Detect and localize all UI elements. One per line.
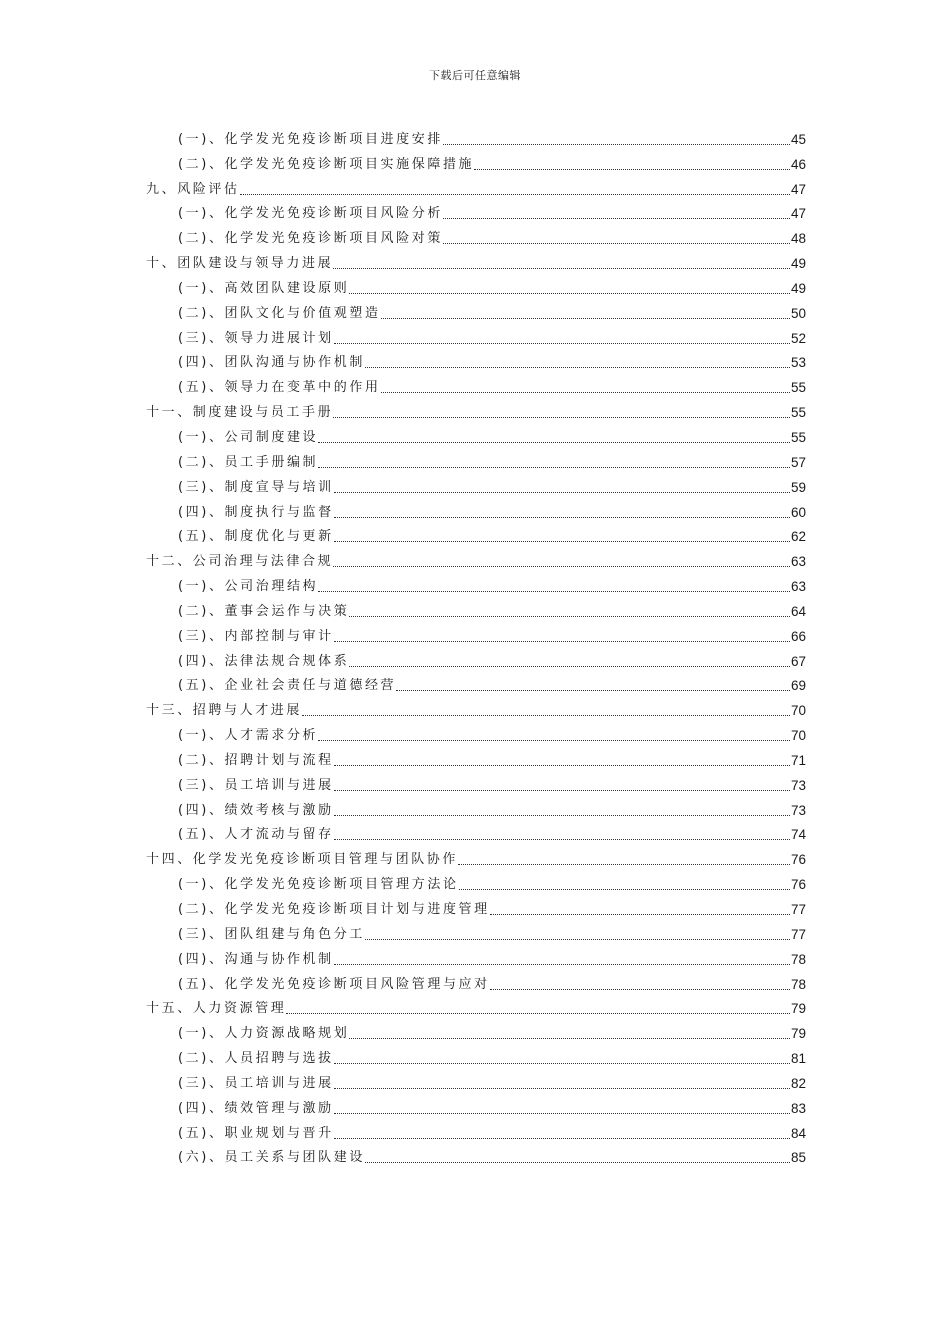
toc-entry-label: (四)、法律法规合规体系	[178, 653, 350, 669]
dot-leader	[458, 864, 790, 865]
dot-leader	[334, 343, 790, 344]
toc-entry-page-number: 78	[790, 976, 806, 992]
dot-leader	[381, 318, 790, 319]
dot-leader	[333, 566, 790, 567]
dot-leader	[334, 641, 790, 642]
toc-entry-page-number: 71	[790, 752, 806, 768]
toc-entry-page-number: 59	[790, 479, 806, 495]
toc-chapter-row[interactable]	[146, 397, 806, 422]
toc-entry-label: (三)、制度宣导与培训	[178, 479, 334, 495]
dot-leader	[443, 144, 790, 145]
toc-section-row[interactable]	[146, 1043, 806, 1068]
dot-leader	[334, 839, 790, 840]
toc-section-row[interactable]	[146, 149, 806, 174]
dot-leader	[334, 541, 790, 542]
toc-entry-page-number: 81	[790, 1051, 806, 1067]
dot-leader	[381, 392, 790, 393]
toc-entry-label: (二)、化学发光免疫诊断项目风险对策	[178, 231, 443, 247]
toc-entry-page-number: 45	[790, 131, 806, 147]
dot-leader	[333, 417, 790, 418]
dot-leader	[349, 616, 790, 617]
toc-entry-label: (二)、化学发光免疫诊断项目计划与进度管理	[178, 902, 490, 917]
toc-section-row[interactable]	[146, 497, 806, 522]
toc-section-row[interactable]	[146, 1093, 806, 1118]
toc-section-row[interactable]	[146, 298, 806, 323]
toc-entry-page-number: 85	[790, 1150, 806, 1166]
toc-entry-label: (五)、化学发光免疫诊断项目风险管理与应对	[178, 976, 490, 992]
toc-entry-label: (五)、领导力在变革中的作用	[178, 380, 381, 396]
toc-chapter-row[interactable]	[146, 994, 806, 1019]
dot-leader	[443, 243, 790, 244]
dot-leader	[334, 815, 790, 816]
toc-section-row[interactable]	[146, 820, 806, 845]
toc-entry-label: (五)、制度优化与更新	[178, 529, 334, 545]
toc-section-row[interactable]	[146, 646, 806, 671]
toc-entry-label: 十三、招聘与人才进展	[146, 703, 303, 719]
toc-entry-page-number: 73	[790, 802, 806, 818]
toc-entry-label: 十、团队建设与领导力进展	[146, 256, 334, 272]
dot-leader	[334, 492, 790, 493]
toc-entry-label: (四)、沟通与协作机制	[178, 951, 334, 967]
toc-section-row[interactable]	[146, 621, 806, 646]
toc-section-row[interactable]	[146, 894, 806, 919]
toc-entry-label: 十四、化学发光免疫诊断项目管理与团队协作	[146, 852, 459, 868]
toc-entry-label: (一)、人力资源战略规划	[178, 1026, 350, 1042]
toc-entry-page-number: 63	[790, 554, 806, 570]
toc-entry-label: (一)、化学发光免疫诊断项目风险分析	[178, 206, 443, 222]
toc-entry-label: (一)、化学发光免疫诊断项目进度安排	[178, 131, 443, 147]
dot-leader	[365, 367, 790, 368]
toc-entry-page-number: 66	[790, 628, 806, 644]
toc-entry-label: (四)、绩效考核与激励	[178, 802, 334, 818]
toc-entry-page-number: 55	[790, 429, 806, 445]
toc-chapter-row[interactable]	[146, 695, 806, 720]
dot-leader	[490, 989, 790, 990]
toc-entry-page-number: 77	[790, 926, 806, 942]
toc-entry-page-number: 83	[790, 1100, 806, 1116]
toc-section-row[interactable]	[146, 124, 806, 149]
toc-section-row[interactable]	[146, 969, 806, 994]
toc-entry-label: (六)、员工关系与团队建设	[178, 1150, 365, 1166]
toc-entry-page-number: 55	[790, 405, 806, 421]
toc-section-row[interactable]	[146, 1143, 806, 1168]
toc-entry-label: (二)、董事会运作与决策	[178, 603, 350, 619]
toc-section-row[interactable]	[146, 323, 806, 348]
dot-leader	[318, 467, 790, 468]
toc-entry-page-number: 62	[790, 529, 806, 545]
toc-entry-page-number: 84	[790, 1125, 806, 1141]
toc-entry-page-number: 77	[790, 902, 806, 917]
toc-section-row[interactable]	[146, 869, 806, 894]
toc-entry-page-number: 47	[790, 181, 806, 197]
dot-leader	[349, 666, 790, 667]
dot-leader	[240, 194, 790, 195]
toc-section-row[interactable]	[146, 1068, 806, 1093]
toc-entry-page-number: 76	[790, 852, 806, 868]
toc-section-row[interactable]	[146, 1118, 806, 1143]
toc-entry-page-number: 49	[790, 256, 806, 272]
dot-leader	[474, 169, 790, 170]
toc-section-row[interactable]	[146, 522, 806, 547]
toc-chapter-row[interactable]	[146, 248, 806, 273]
dot-leader	[349, 293, 790, 294]
toc-entry-label: (三)、领导力进展计划	[178, 330, 334, 346]
toc-section-row[interactable]	[146, 348, 806, 373]
toc-section-row[interactable]	[146, 795, 806, 820]
toc-entry-page-number: 74	[790, 827, 806, 843]
toc-entry-page-number: 46	[790, 156, 806, 172]
toc-entry-label: (二)、人员招聘与选拔	[178, 1051, 334, 1067]
toc-entry-label: (五)、人才流动与留存	[178, 827, 334, 843]
toc-entry-label: (四)、团队沟通与协作机制	[178, 355, 365, 371]
toc-entry-label: (五)、企业社会责任与道德经营	[178, 678, 397, 694]
toc-section-row[interactable]	[146, 671, 806, 696]
toc-section-row[interactable]	[146, 422, 806, 447]
toc-section-row[interactable]	[146, 372, 806, 397]
dot-leader	[365, 939, 790, 940]
dot-leader	[459, 889, 790, 890]
toc-entry-page-number: 48	[790, 231, 806, 247]
dot-leader	[286, 1013, 790, 1014]
table-of-contents	[146, 124, 806, 1167]
toc-entry-page-number: 49	[790, 280, 806, 296]
dot-leader	[318, 442, 790, 443]
toc-entry-page-number: 57	[790, 454, 806, 470]
toc-section-row[interactable]	[146, 571, 806, 596]
toc-section-row[interactable]	[146, 770, 806, 795]
toc-entry-label: (二)、招聘计划与流程	[178, 752, 334, 768]
toc-entry-page-number: 55	[790, 380, 806, 396]
toc-entry-page-number: 67	[790, 653, 806, 669]
toc-chapter-row[interactable]	[146, 174, 806, 199]
toc-entry-page-number: 82	[790, 1075, 806, 1091]
dot-leader	[334, 1088, 790, 1089]
toc-entry-page-number: 69	[790, 678, 806, 694]
toc-entry-page-number: 60	[790, 504, 806, 520]
dot-leader	[302, 715, 790, 716]
dot-leader	[443, 218, 790, 219]
toc-section-row[interactable]	[146, 1018, 806, 1043]
page-header: 下载后可任意编辑	[429, 69, 521, 82]
dot-leader	[334, 964, 790, 965]
toc-entry-page-number: 53	[790, 355, 806, 371]
toc-entry-page-number: 70	[790, 703, 806, 719]
toc-section-row[interactable]	[146, 720, 806, 745]
toc-entry-page-number: 76	[790, 877, 806, 893]
toc-entry-label: (三)、员工培训与进展	[178, 1075, 334, 1091]
dot-leader	[490, 914, 790, 915]
toc-chapter-row[interactable]	[146, 546, 806, 571]
toc-section-row[interactable]	[146, 223, 806, 248]
toc-entry-page-number: 79	[790, 1001, 806, 1017]
dot-leader	[334, 1138, 790, 1139]
toc-entry-label: (三)、内部控制与审计	[178, 628, 334, 644]
toc-section-row[interactable]	[146, 919, 806, 944]
toc-entry-page-number: 64	[790, 603, 806, 619]
toc-entry-label: (三)、团队组建与角色分工	[178, 926, 365, 942]
toc-section-row[interactable]	[146, 273, 806, 298]
toc-entry-label: (一)、化学发光免疫诊断项目管理方法论	[178, 877, 459, 893]
dot-leader	[334, 765, 790, 766]
toc-section-row[interactable]	[146, 199, 806, 224]
toc-entry-label: (二)、员工手册编制	[178, 454, 319, 470]
toc-entry-label: 十五、人力资源管理	[146, 1001, 287, 1017]
dot-leader	[318, 740, 790, 741]
toc-entry-label: (四)、绩效管理与激励	[178, 1100, 334, 1116]
dot-leader	[334, 517, 790, 518]
toc-entry-page-number: 70	[790, 728, 806, 744]
toc-entry-page-number: 78	[790, 951, 806, 967]
dot-leader	[349, 1038, 790, 1039]
dot-leader	[334, 1063, 790, 1064]
toc-entry-page-number: 52	[790, 330, 806, 346]
toc-entry-page-number: 47	[790, 206, 806, 222]
toc-entry-label: (四)、制度执行与监督	[178, 504, 334, 520]
toc-entry-label: (二)、化学发光免疫诊断项目实施保障措施	[178, 156, 475, 172]
toc-entry-page-number: 73	[790, 777, 806, 793]
toc-section-row[interactable]	[146, 472, 806, 497]
dot-leader	[334, 790, 790, 791]
toc-entry-label: 十二、公司治理与法律合规	[146, 554, 334, 570]
dot-leader	[365, 1162, 790, 1163]
dot-leader	[396, 690, 790, 691]
toc-entry-label: (一)、公司治理结构	[178, 579, 319, 595]
toc-entry-label: (一)、公司制度建设	[178, 429, 319, 445]
toc-section-row[interactable]	[146, 944, 806, 969]
toc-section-row[interactable]	[146, 745, 806, 770]
toc-entry-label: 十一、制度建设与员工手册	[146, 405, 334, 421]
toc-entry-label: 九、风险评估	[146, 181, 240, 197]
toc-entry-label: (二)、团队文化与价值观塑造	[178, 305, 381, 321]
toc-section-row[interactable]	[146, 596, 806, 621]
toc-entry-page-number: 50	[790, 305, 806, 321]
dot-leader	[334, 1113, 790, 1114]
dot-leader	[333, 268, 790, 269]
toc-entry-label: (一)、高效团队建设原则	[178, 280, 350, 296]
toc-chapter-row[interactable]	[146, 844, 806, 869]
dot-leader	[318, 591, 790, 592]
toc-entry-page-number: 63	[790, 579, 806, 595]
toc-section-row[interactable]	[146, 447, 806, 472]
toc-entry-label: (五)、职业规划与晋升	[178, 1125, 334, 1141]
toc-entry-label: (三)、员工培训与进展	[178, 777, 334, 793]
toc-entry-label: (一)、人才需求分析	[178, 728, 319, 744]
toc-entry-page-number: 79	[790, 1026, 806, 1042]
